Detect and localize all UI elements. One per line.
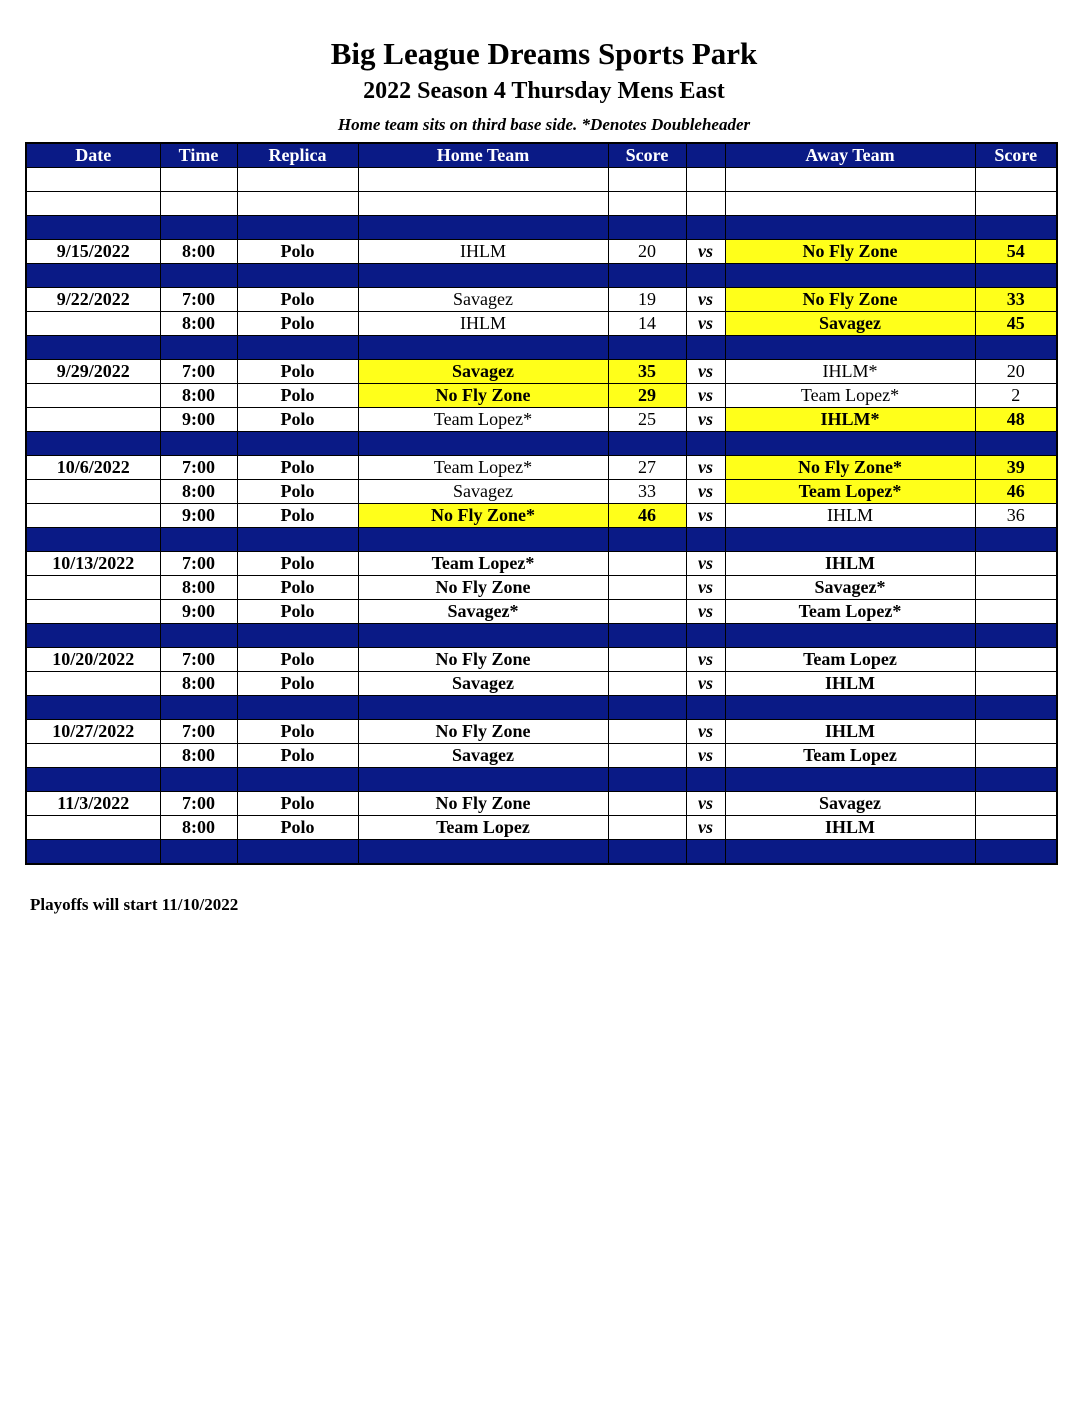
separator-cell (237, 528, 358, 552)
home-team-cell: IHLM (358, 240, 608, 264)
vs-cell: vs (686, 504, 725, 528)
schedule-body (26, 168, 1057, 865)
separator-cell (725, 432, 975, 456)
separator-row (26, 696, 1057, 720)
separator-cell (160, 432, 237, 456)
table-row (26, 240, 1057, 264)
away-score-cell: 36 (975, 504, 1057, 528)
separator-row (26, 624, 1057, 648)
separator-cell (608, 216, 686, 240)
table-row (26, 600, 1057, 624)
empty-cell (358, 168, 608, 192)
page-title: Big League Dreams Sports Park (330, 36, 758, 71)
time-cell: 8:00 (160, 576, 237, 600)
home-team-cell: Savagez (358, 288, 608, 312)
empty-cell (725, 168, 975, 192)
time-cell: 8:00 (160, 240, 237, 264)
date-cell: 11/3/2022 (26, 792, 160, 816)
separator-cell (725, 216, 975, 240)
away-score-cell (975, 672, 1057, 696)
time-cell: 9:00 (160, 600, 237, 624)
home-team-cell: No Fly Zone* (358, 504, 608, 528)
replica-cell: Polo (237, 600, 358, 624)
replica-cell: Polo (237, 504, 358, 528)
separator-row (26, 528, 1057, 552)
home-team-cell: No Fly Zone (358, 648, 608, 672)
separator-cell (725, 768, 975, 792)
separator-cell (686, 264, 725, 288)
date-cell (26, 672, 160, 696)
away-team-cell: Team Lopez* (725, 480, 975, 504)
separator-cell (725, 528, 975, 552)
away-score-cell: 46 (975, 480, 1057, 504)
time-cell: 8:00 (160, 816, 237, 840)
separator-cell (975, 624, 1057, 648)
home-score-cell: 33 (608, 480, 686, 504)
home-team-cell: Team Lopez* (358, 456, 608, 480)
vs-cell: vs (686, 480, 725, 504)
table-header-row (26, 143, 1057, 168)
separator-row (26, 216, 1057, 240)
home-team-cell: Team Lopez* (358, 408, 608, 432)
separator-cell (608, 336, 686, 360)
away-score-cell (975, 648, 1057, 672)
table-row (26, 792, 1057, 816)
date-cell: 9/29/2022 (26, 360, 160, 384)
replica-cell: Polo (237, 648, 358, 672)
separator-cell (686, 624, 725, 648)
separator-cell (608, 528, 686, 552)
away-team-cell: IHLM* (725, 408, 975, 432)
separator-cell (686, 336, 725, 360)
separator-cell (975, 432, 1057, 456)
separator-cell (26, 336, 160, 360)
column-header-away-score: Score (975, 143, 1057, 168)
separator-cell (160, 336, 237, 360)
time-cell: 7:00 (160, 456, 237, 480)
away-score-cell: 20 (975, 360, 1057, 384)
table-row (26, 408, 1057, 432)
separator-cell (358, 624, 608, 648)
vs-cell: vs (686, 240, 725, 264)
date-cell (26, 600, 160, 624)
away-score-cell (975, 816, 1057, 840)
home-score-cell: 20 (608, 240, 686, 264)
playoffs-note: Playoffs will start 11/10/2022 (30, 895, 239, 914)
away-team-cell: Team Lopez (725, 648, 975, 672)
separator-row (26, 264, 1057, 288)
vs-cell: vs (686, 744, 725, 768)
away-team-cell: Team Lopez (725, 744, 975, 768)
replica-cell: Polo (237, 288, 358, 312)
separator-cell (686, 528, 725, 552)
replica-cell: Polo (237, 552, 358, 576)
vs-cell: vs (686, 288, 725, 312)
separator-cell (725, 336, 975, 360)
separator-cell (160, 624, 237, 648)
table-row (26, 360, 1057, 384)
separator-cell (26, 528, 160, 552)
time-cell: 8:00 (160, 312, 237, 336)
home-score-cell: 14 (608, 312, 686, 336)
home-score-cell: 46 (608, 504, 686, 528)
home-team-cell: No Fly Zone (358, 720, 608, 744)
home-score-cell: 35 (608, 360, 686, 384)
away-team-cell: Savagez (725, 312, 975, 336)
empty-cell (975, 192, 1057, 216)
home-score-cell: 19 (608, 288, 686, 312)
replica-cell: Polo (237, 744, 358, 768)
empty-row (26, 168, 1057, 192)
away-score-cell (975, 552, 1057, 576)
away-score-cell (975, 792, 1057, 816)
vs-cell: vs (686, 720, 725, 744)
replica-cell: Polo (237, 408, 358, 432)
separator-cell (237, 840, 358, 865)
time-cell: 9:00 (160, 504, 237, 528)
table-row (26, 480, 1057, 504)
empty-cell (608, 168, 686, 192)
table-row (26, 552, 1057, 576)
column-header-home-score: Score (608, 143, 686, 168)
away-score-cell (975, 720, 1057, 744)
separator-cell (358, 264, 608, 288)
away-team-cell: No Fly Zone (725, 240, 975, 264)
table-row (26, 648, 1057, 672)
table-row (26, 456, 1057, 480)
separator-row (26, 768, 1057, 792)
replica-cell: Polo (237, 720, 358, 744)
vs-cell: vs (686, 408, 725, 432)
separator-cell (608, 264, 686, 288)
schedule-table (25, 142, 1058, 865)
table-row (26, 744, 1057, 768)
time-cell: 7:00 (160, 648, 237, 672)
vs-cell: vs (686, 648, 725, 672)
date-cell (26, 312, 160, 336)
separator-cell (160, 768, 237, 792)
separator-cell (237, 432, 358, 456)
column-header-home-team: Home Team (358, 143, 608, 168)
home-team-cell: Savagez (358, 480, 608, 504)
separator-cell (358, 216, 608, 240)
vs-cell: vs (686, 552, 725, 576)
vs-cell: vs (686, 384, 725, 408)
separator-row (26, 432, 1057, 456)
time-cell: 7:00 (160, 360, 237, 384)
separator-cell (237, 768, 358, 792)
separator-cell (975, 264, 1057, 288)
separator-cell (975, 528, 1057, 552)
date-cell (26, 576, 160, 600)
date-cell (26, 384, 160, 408)
home-score-cell (608, 744, 686, 768)
separator-cell (26, 624, 160, 648)
home-team-cell: Savagez* (358, 600, 608, 624)
away-team-cell: Savagez (725, 792, 975, 816)
separator-cell (237, 216, 358, 240)
home-team-cell: Team Lopez (358, 816, 608, 840)
separator-cell (160, 216, 237, 240)
away-score-cell: 33 (975, 288, 1057, 312)
away-score-cell: 39 (975, 456, 1057, 480)
home-score-cell (608, 600, 686, 624)
date-cell: 9/15/2022 (26, 240, 160, 264)
separator-cell (725, 624, 975, 648)
table-row (26, 504, 1057, 528)
table-row (26, 312, 1057, 336)
separator-cell (608, 624, 686, 648)
home-team-cell: No Fly Zone (358, 792, 608, 816)
replica-cell: Polo (237, 672, 358, 696)
time-cell: 7:00 (160, 288, 237, 312)
home-score-cell (608, 816, 686, 840)
separator-cell (975, 336, 1057, 360)
home-score-cell: 29 (608, 384, 686, 408)
away-team-cell: No Fly Zone* (725, 456, 975, 480)
away-team-cell: IHLM (725, 720, 975, 744)
empty-cell (26, 168, 160, 192)
vs-cell: vs (686, 456, 725, 480)
away-score-cell: 45 (975, 312, 1057, 336)
home-team-cell: Savagez (358, 744, 608, 768)
separator-cell (975, 768, 1057, 792)
empty-cell (975, 168, 1057, 192)
away-score-cell: 48 (975, 408, 1057, 432)
away-score-cell (975, 744, 1057, 768)
column-header-time: Time (160, 143, 237, 168)
separator-cell (26, 432, 160, 456)
date-cell (26, 504, 160, 528)
separator-cell (686, 768, 725, 792)
table-row (26, 672, 1057, 696)
separator-cell (237, 264, 358, 288)
time-cell: 7:00 (160, 552, 237, 576)
separator-cell (358, 432, 608, 456)
empty-cell (608, 192, 686, 216)
replica-cell: Polo (237, 456, 358, 480)
page-subtitle: 2022 Season 4 Thursday Mens East (363, 78, 725, 104)
column-header-date: Date (26, 143, 160, 168)
separator-cell (608, 696, 686, 720)
replica-cell: Polo (237, 240, 358, 264)
replica-cell: Polo (237, 480, 358, 504)
replica-cell: Polo (237, 576, 358, 600)
separator-cell (26, 264, 160, 288)
away-score-cell: 54 (975, 240, 1057, 264)
separator-cell (26, 840, 160, 865)
separator-cell (686, 696, 725, 720)
column-header-away-team: Away Team (725, 143, 975, 168)
separator-cell (26, 768, 160, 792)
empty-cell (686, 192, 725, 216)
away-team-cell: Savagez* (725, 576, 975, 600)
column-header-replica: Replica (237, 143, 358, 168)
separator-cell (725, 840, 975, 865)
date-cell (26, 480, 160, 504)
away-team-cell: IHLM (725, 672, 975, 696)
separator-cell (975, 696, 1057, 720)
separator-cell (686, 840, 725, 865)
separator-cell (26, 696, 160, 720)
separator-cell (975, 216, 1057, 240)
away-score-cell: 2 (975, 384, 1057, 408)
separator-cell (160, 696, 237, 720)
home-team-cell: Savagez (358, 672, 608, 696)
separator-cell (26, 216, 160, 240)
separator-cell (358, 528, 608, 552)
time-cell: 9:00 (160, 408, 237, 432)
home-score-cell (608, 792, 686, 816)
separator-cell (608, 840, 686, 865)
home-score-cell (608, 576, 686, 600)
date-cell: 10/27/2022 (26, 720, 160, 744)
vs-cell: vs (686, 816, 725, 840)
replica-cell: Polo (237, 816, 358, 840)
time-cell: 8:00 (160, 672, 237, 696)
separator-cell (358, 768, 608, 792)
vs-cell: vs (686, 672, 725, 696)
away-score-cell (975, 576, 1057, 600)
separator-cell (358, 840, 608, 865)
time-cell: 8:00 (160, 744, 237, 768)
table-row (26, 576, 1057, 600)
away-team-cell: IHLM (725, 816, 975, 840)
away-team-cell: IHLM (725, 552, 975, 576)
empty-cell (160, 192, 237, 216)
vs-cell: vs (686, 600, 725, 624)
home-team-cell: No Fly Zone (358, 576, 608, 600)
home-team-cell: Savagez (358, 360, 608, 384)
separator-cell (686, 432, 725, 456)
separator-cell (608, 768, 686, 792)
separator-cell (237, 336, 358, 360)
home-score-cell (608, 672, 686, 696)
separator-cell (237, 696, 358, 720)
time-cell: 7:00 (160, 792, 237, 816)
table-row (26, 816, 1057, 840)
time-cell: 8:00 (160, 480, 237, 504)
date-cell: 9/22/2022 (26, 288, 160, 312)
date-cell (26, 816, 160, 840)
replica-cell: Polo (237, 792, 358, 816)
home-score-cell: 25 (608, 408, 686, 432)
home-score-cell (608, 552, 686, 576)
away-team-cell: Team Lopez* (725, 384, 975, 408)
replica-cell: Polo (237, 312, 358, 336)
time-cell: 8:00 (160, 384, 237, 408)
separator-cell (725, 264, 975, 288)
date-cell: 10/20/2022 (26, 648, 160, 672)
home-score-cell (608, 648, 686, 672)
separator-cell (608, 432, 686, 456)
away-team-cell: IHLM* (725, 360, 975, 384)
column-header-vs (686, 143, 725, 168)
away-score-cell (975, 600, 1057, 624)
date-cell (26, 744, 160, 768)
away-team-cell: Team Lopez* (725, 600, 975, 624)
separator-cell (358, 696, 608, 720)
separator-row (26, 840, 1057, 865)
home-team-cell: IHLM (358, 312, 608, 336)
separator-cell (160, 528, 237, 552)
empty-cell (26, 192, 160, 216)
home-score-cell: 27 (608, 456, 686, 480)
empty-cell (237, 192, 358, 216)
vs-cell: vs (686, 792, 725, 816)
table-row (26, 720, 1057, 744)
vs-cell: vs (686, 360, 725, 384)
separator-cell (237, 624, 358, 648)
empty-cell (160, 168, 237, 192)
doubleheader-note: Home team sits on third base side. *Denotes Doubleheader (337, 115, 751, 134)
separator-cell (160, 840, 237, 865)
separator-cell (975, 840, 1057, 865)
vs-cell: vs (686, 312, 725, 336)
table-row (26, 384, 1057, 408)
separator-cell (725, 696, 975, 720)
date-cell: 10/6/2022 (26, 456, 160, 480)
empty-cell (686, 168, 725, 192)
separator-cell (686, 216, 725, 240)
empty-row (26, 192, 1057, 216)
home-team-cell: No Fly Zone (358, 384, 608, 408)
replica-cell: Polo (237, 360, 358, 384)
away-team-cell: IHLM (725, 504, 975, 528)
date-cell: 10/13/2022 (26, 552, 160, 576)
time-cell: 7:00 (160, 720, 237, 744)
replica-cell: Polo (237, 384, 358, 408)
home-team-cell: Team Lopez* (358, 552, 608, 576)
table-row (26, 288, 1057, 312)
date-cell (26, 408, 160, 432)
empty-cell (237, 168, 358, 192)
separator-cell (160, 264, 237, 288)
vs-cell: vs (686, 576, 725, 600)
separator-row (26, 336, 1057, 360)
empty-cell (358, 192, 608, 216)
away-team-cell: No Fly Zone (725, 288, 975, 312)
home-score-cell (608, 720, 686, 744)
empty-cell (725, 192, 975, 216)
separator-cell (358, 336, 608, 360)
